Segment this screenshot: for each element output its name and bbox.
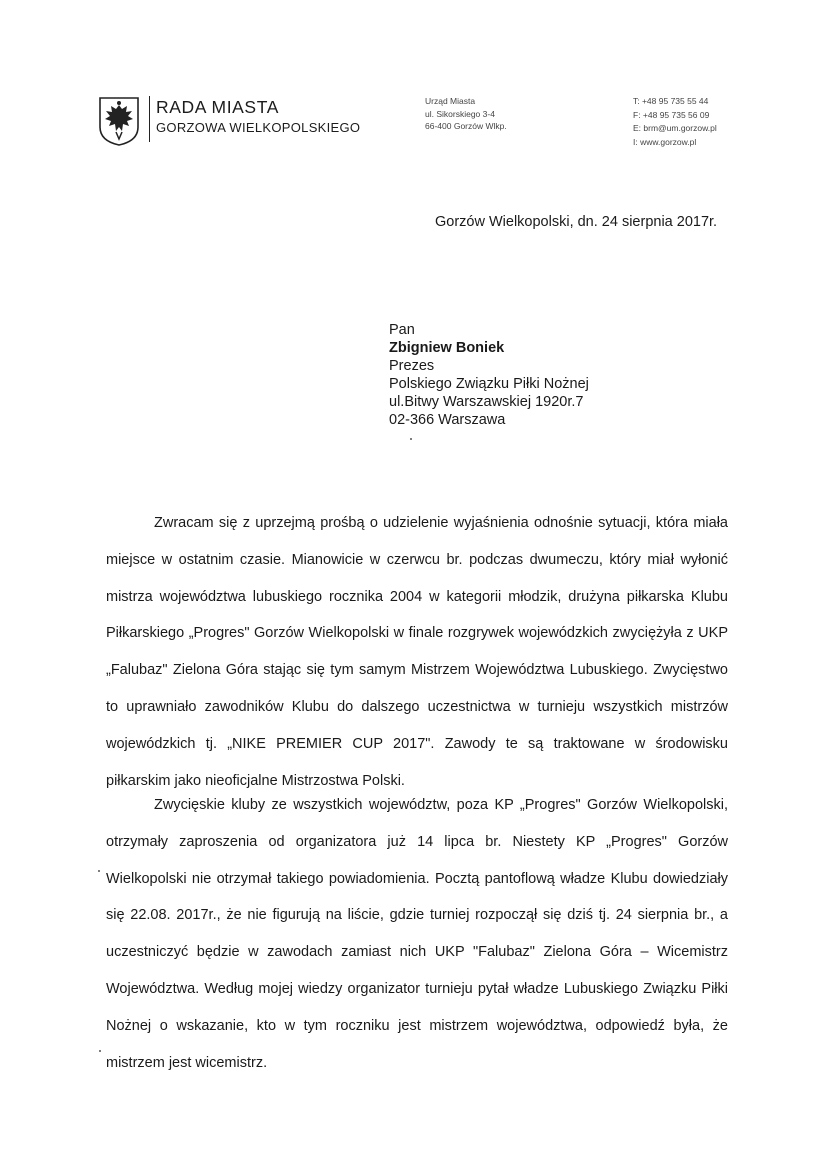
paragraph-text: Zwycięskie kluby ze wszystkich województw, poza KP „Progres" Gorzów Wielkopolski, otrzymały zaproszenia od organizatora już 14 lipca br. Niestety KP „Progres" Gorzów Wielkopolski nie otrzymał takiego powiadomienia. Pocztą pantoflową władze Klubu dowiedziały się 22.08. 2017r., że nie figurują na liście, gdzie turniej rozpoczął się dziś tj. 24 sierpnia br., a uczestniczyć będzie w zawodach zamiast nich UKP "Falubaz" Zielona Góra – Wicemistrz Województwa. Według mojej wiedzy organizator turnieju pytał władze Lubuskiego Związku Piłki Nożnej o wskazanie, kto w tym roczniku jest mistrzem województwa, odpowiedź była, że mistrzem jest wicemistrz.: [106, 797, 728, 1071]
recipient-salutation: Pan: [389, 322, 415, 338]
letter-date: Gorzów Wielkopolski, dn. 24 sierpnia 2017r.: [435, 214, 718, 230]
contact-fax: F: +48 95 735 56 09: [633, 109, 710, 120]
contact-website: I: www.gorzow.pl: [633, 136, 697, 147]
recipient-organization: Polskiego Związku Piłki Nożnej: [389, 376, 589, 392]
recipient-street: ul.Bitwy Warszawskiej 1920r.7: [389, 394, 584, 410]
recipient-block: [389, 321, 589, 429]
paragraph-text: Zwracam się z uprzejmą prośbą o udzielenie wyjaśnienia odnośnie sytuacji, która miała miejsce w ostatnim czasie. Mianowicie w czerwcu br. podczas dwumeczu, który miał wyłonić mistrza województwa lubuskiego rocznika 2004 w kategorii młodzik, drużyna piłkarska Klubu Piłkarskiego „Progres" Gorzów Wielkopolski w finale rozgrywek wojewódzkich zwyciężyła z UKP „Falubaz" Zielona Góra stając się tym samym Mistrzem Województwa Lubuskiego. Zwycięstwo to uprawniało zawodników Klubu do dalszego uczestnictwa w turnieju wszystkich mistrzów wojewódzkich tj. „NIKE PREMIER CUP 2017". Zawody te są traktowane w środowisku piłkarskim jako nieoficjalne Mistrzostwa Polski.: [106, 515, 728, 789]
contact-email: E: brm@um.gorzow.pl: [633, 123, 717, 133]
body-paragraph-1: [106, 505, 728, 799]
body-paragraph-2: [106, 787, 728, 1081]
recipient-name: Zbigniew Boniek: [389, 340, 505, 356]
address-line: 66-400 Gorzów Wlkp.: [425, 121, 507, 131]
recipient-city: 02-366 Warszawa: [389, 412, 506, 428]
address-line: ul. Sikorskiego 3-4: [425, 108, 495, 119]
recipient-title: Prezes: [389, 358, 435, 374]
org-subtitle: GORZOWA WIELKOPOLSKIEGO: [156, 120, 361, 135]
eagle-crest-icon: [97, 95, 141, 147]
scan-speck: [99, 1050, 101, 1052]
letterhead-divider: [149, 96, 150, 142]
contact-info: [633, 95, 717, 149]
office-address: [425, 95, 507, 133]
scan-speck: [98, 870, 100, 872]
scan-speck: [410, 438, 412, 440]
contact-phone: T: +48 95 735 55 44: [633, 96, 709, 106]
address-line: Urząd Miasta: [425, 96, 476, 106]
org-name: RADA MIASTA: [156, 97, 279, 117]
